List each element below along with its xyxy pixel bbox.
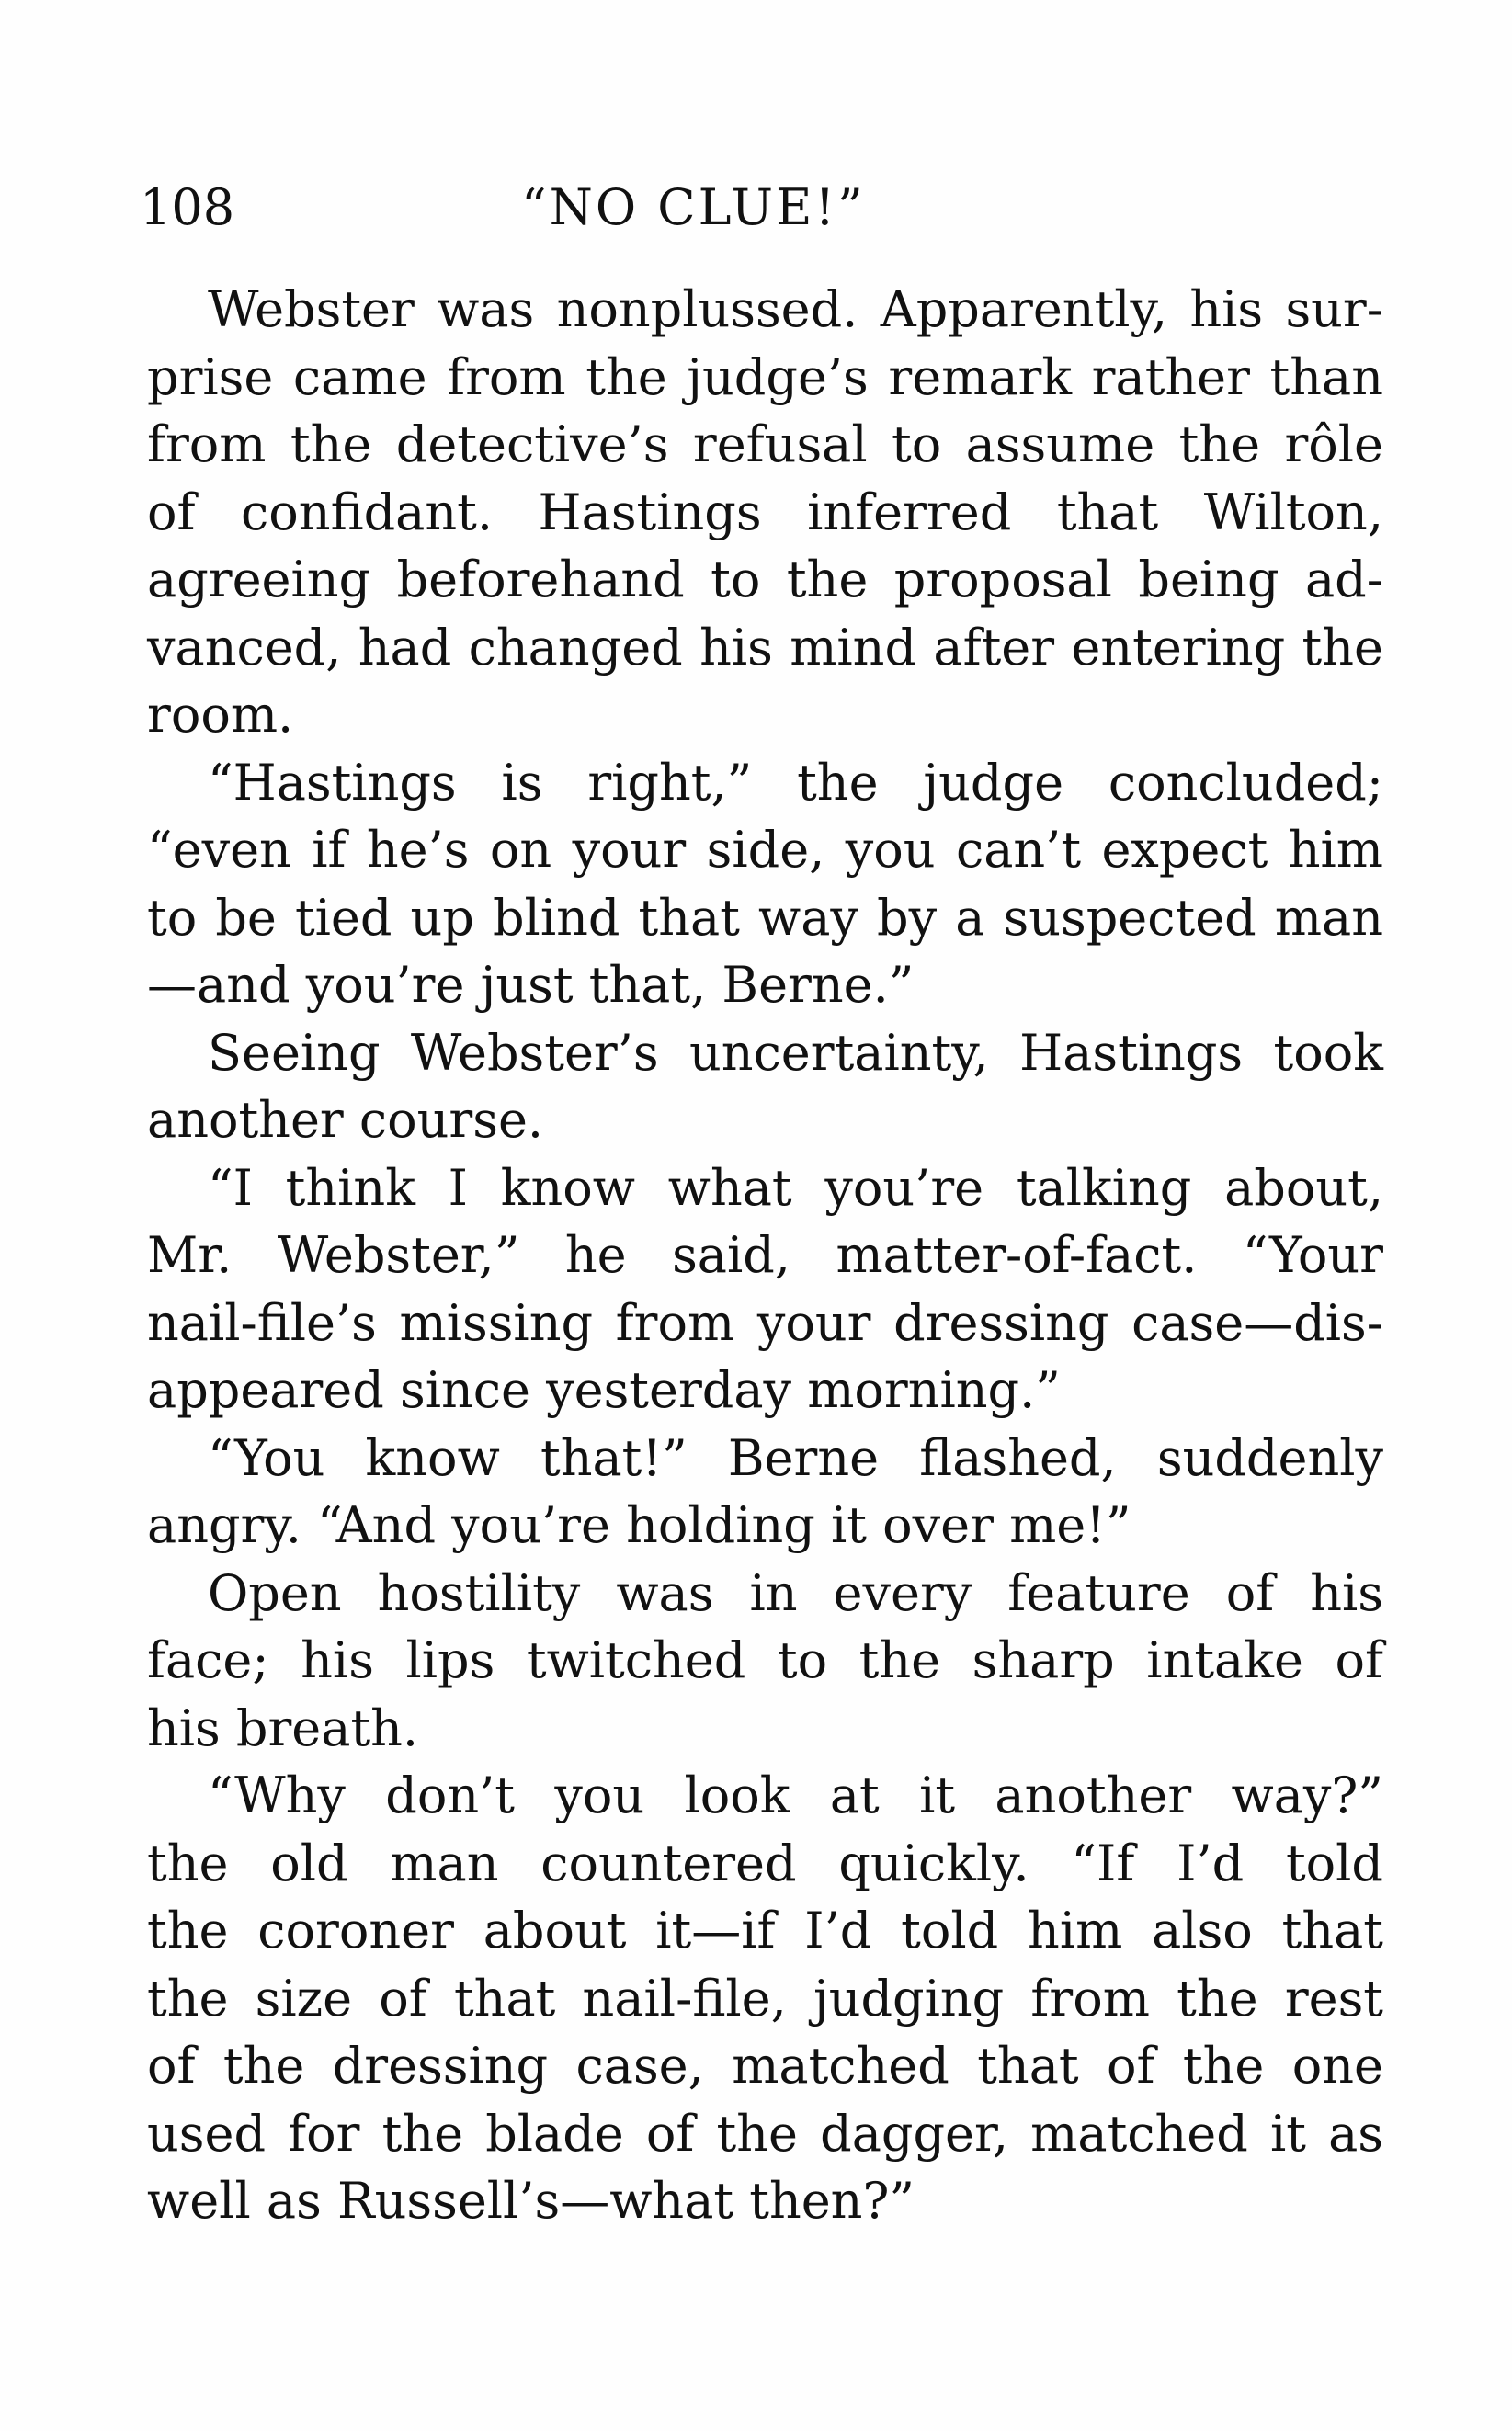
- text-line: “I think I know what you’re talking about,: [208, 1158, 1383, 1217]
- text-line: “You know that!” Berne flashed, suddenly: [208, 1428, 1383, 1487]
- text-line: his breath.: [147, 1698, 419, 1757]
- text-line: Seeing Webster’s uncertainty, Hastings took: [208, 1023, 1383, 1082]
- text-line: angry. “And you’re holding it over me!”: [147, 1496, 1131, 1554]
- page-number: 108: [140, 178, 235, 236]
- running-title: “NO CLUE!”: [521, 178, 866, 236]
- text-line: Open hostility was in every feature of his: [208, 1563, 1383, 1622]
- text-line: the size of that nail-file, judging from the rest: [147, 1969, 1383, 2028]
- text-line: face; his lips twitched to the sharp intake of: [147, 1631, 1383, 1689]
- text-line: from the detective’s refusal to assume the rôle: [147, 415, 1383, 473]
- text-line: of the dressing case, matched that of the one: [147, 2037, 1383, 2095]
- text-line: “Hastings is right,” the judge concluded;: [208, 753, 1383, 812]
- running-head: [140, 171, 1381, 244]
- text-line: well as Russell’s—what then?”: [147, 2172, 915, 2230]
- text-line: appeared since yesterday morning.”: [147, 1361, 1061, 1419]
- text-line: the coroner about it—if I’d told him also that: [147, 1902, 1383, 1960]
- text-line: “Why don’t you look at it another way?”: [208, 1766, 1383, 1824]
- text-line: agreeing beforehand to the proposal being ad-: [147, 551, 1383, 608]
- text-line: of confidant. Hastings inferred that Wilton,: [147, 483, 1383, 541]
- text-line: the old man countered quickly. “If I’d told: [147, 1834, 1383, 1892]
- text-line: Webster was nonplussed. Apparently, his sur-: [208, 280, 1383, 338]
- text-line: prise came from the judge’s remark rather than: [147, 347, 1383, 406]
- text-line: vanced, had changed his mind after entering the: [147, 618, 1383, 676]
- text-line: “even if he’s on your side, you can’t expect him: [147, 821, 1383, 879]
- text-line: nail-file’s missing from your dressing case—dis-: [147, 1293, 1383, 1352]
- text-line: used for the blade of the dagger, matched it as: [147, 2104, 1383, 2163]
- text-line: another course.: [147, 1091, 544, 1149]
- text-line: to be tied up blind that way by a suspected man: [147, 888, 1383, 947]
- text-line: —and you’re just that, Berne.”: [147, 956, 915, 1014]
- body-text: [147, 276, 1383, 2235]
- text-line: Mr. Webster,” he said, matter-of-fact. “Your: [147, 1226, 1383, 1284]
- text-line: room.: [147, 686, 294, 744]
